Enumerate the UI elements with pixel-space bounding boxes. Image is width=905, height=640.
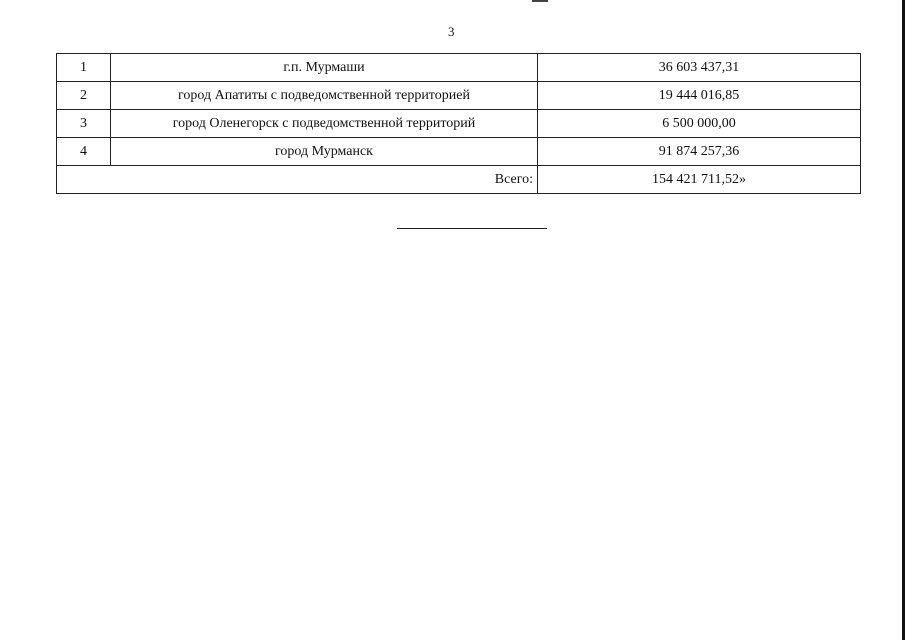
table-row [57, 54, 861, 82]
row-number: 2 [57, 82, 111, 110]
allocation-table [56, 53, 861, 194]
total-row [57, 166, 861, 194]
table-row [57, 138, 861, 166]
row-number: 4 [57, 138, 111, 166]
municipality-name: город Оленегорск с подведомственной территорий [111, 110, 538, 138]
amount-cell: 6 500 000,00 [538, 110, 861, 138]
amount-cell: 36 603 437,31 [538, 54, 861, 82]
total-label: Всего: [57, 166, 538, 194]
amount-cell: 91 874 257,36 [538, 138, 861, 166]
row-number: 3 [57, 110, 111, 138]
amount-cell: 19 444 016,85 [538, 82, 861, 110]
municipality-name: город Апатиты с подведомственной территорией [111, 82, 538, 110]
total-amount: 154 421 711,52» [538, 166, 861, 194]
table-row [57, 110, 861, 138]
closing-rule [397, 228, 547, 229]
municipality-name: г.п. Мурмаши [111, 54, 538, 82]
header-mark [532, 0, 548, 2]
page-number: 3 [448, 24, 455, 39]
row-number: 1 [57, 54, 111, 82]
table-row [57, 82, 861, 110]
municipality-name: город Мурманск [111, 138, 538, 166]
